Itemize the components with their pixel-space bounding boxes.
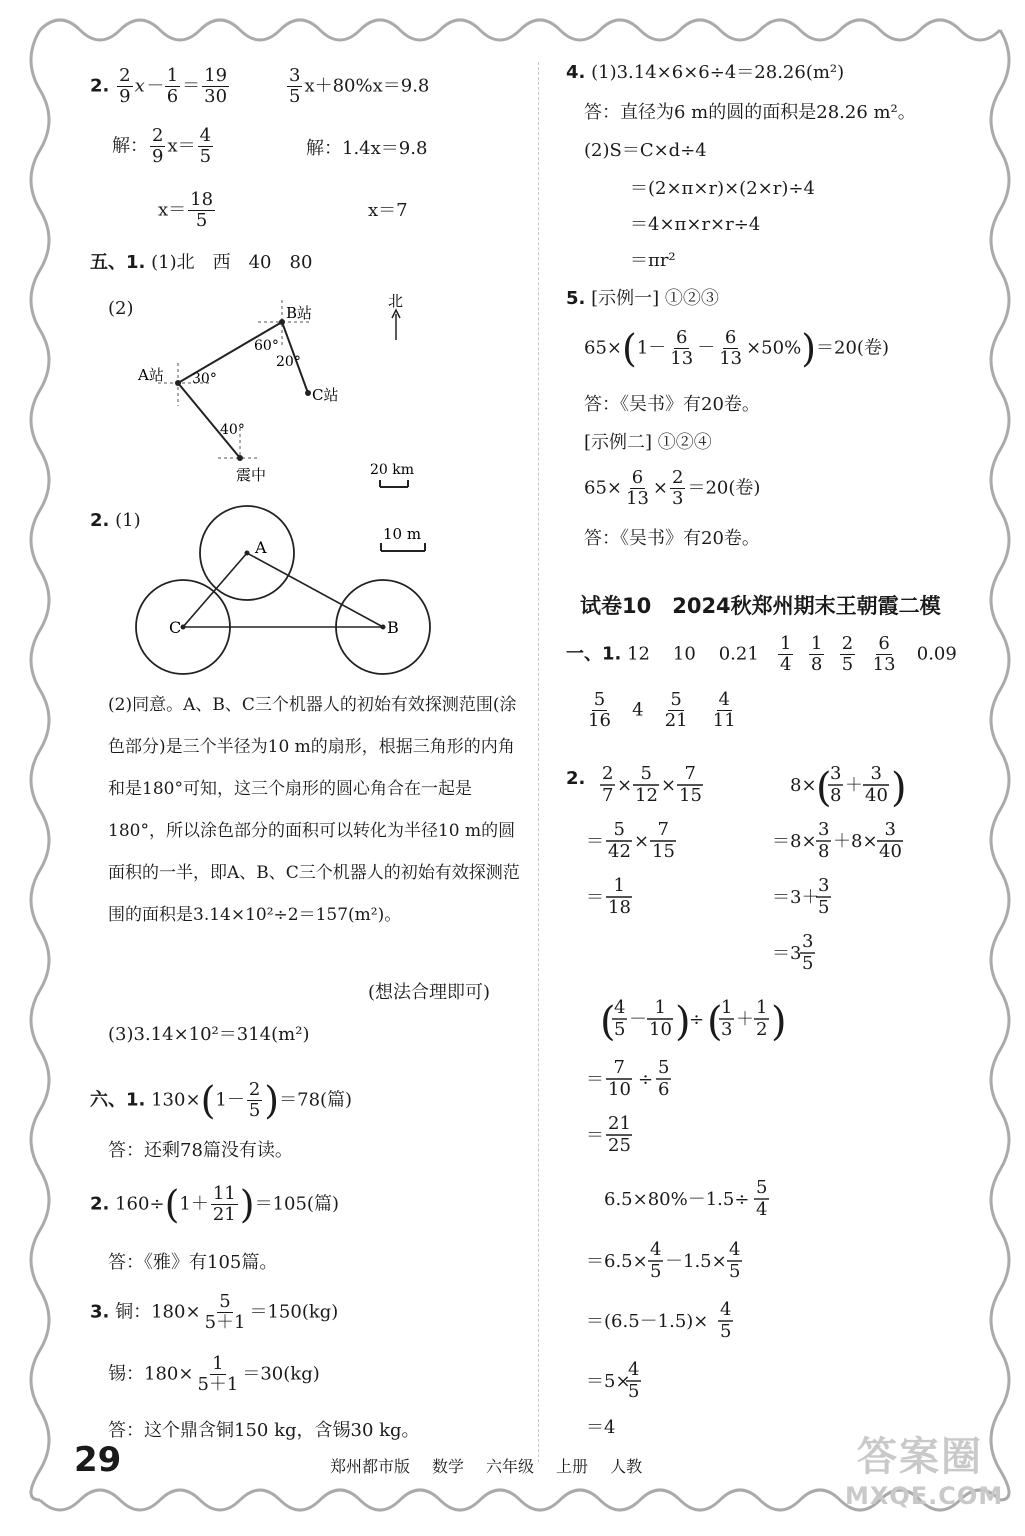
fraction-numerator: 7 [613, 1057, 625, 1078]
robot-circles-diagram [135, 505, 435, 685]
fraction-numerator: 1 [721, 997, 733, 1018]
math-text: ＝ [586, 831, 604, 852]
angle-20: 20° [276, 354, 301, 370]
fraction-denominator: 5 [650, 1261, 662, 1282]
bracket: ( [707, 999, 723, 1045]
math-text: ＝5× [586, 1371, 631, 1392]
section-5-q2: 2. (1) [90, 510, 141, 531]
column-divider [538, 62, 539, 1462]
map-scale: 20 km [370, 462, 415, 478]
math-text: ＋ [845, 775, 863, 796]
math-text: × [661, 775, 677, 796]
q4-part1-answer: 答：直径为6 m的圆的面积是28.26 m²。 [584, 102, 916, 123]
section-5-q1-part2: (2) [108, 298, 134, 319]
fraction-numerator: 21 [608, 1113, 631, 1134]
fraction-denominator: 5 [720, 1321, 732, 1342]
fraction-denominator: 7 [602, 785, 614, 806]
math-text: ＋8× [833, 831, 878, 852]
fraction-numerator: 1 [654, 997, 666, 1018]
fraction-denominator: 5 [818, 897, 830, 918]
fraction-numerator: 4 [650, 1239, 662, 1260]
page-number: 29 [74, 1440, 122, 1480]
math-text: － [629, 1009, 647, 1030]
math-text: ＝6.5× [586, 1251, 648, 1272]
angle-30: 30° [192, 371, 217, 387]
fraction-denominator: 12 [635, 785, 658, 806]
fraction-denominator: 5 [729, 1261, 741, 1282]
q5-example2: [示例二] ①②④ [584, 432, 712, 453]
fraction-numerator: 7 [657, 819, 669, 840]
section-6-q2: 2. 160÷(1＋ $\frac{11}{21}$ )＝105(篇) [90, 1182, 339, 1227]
station-a-label: A站 [138, 366, 164, 384]
station-c-label: C站 [312, 386, 339, 404]
solution-2: 解：1.4x＝9.8 [306, 138, 428, 159]
fraction-denominator: 2 [756, 1019, 768, 1040]
q5-example1: 5. [示例一] ①②③ [566, 288, 719, 309]
q4-part2-line3: ＝4×π×r×r÷4 [630, 214, 761, 235]
fraction-denominator: 6 [658, 1079, 670, 1100]
circle-scale: 10 m [383, 525, 422, 543]
fraction-denominator: 8 [830, 785, 842, 806]
math-text: ＝3＋ [772, 887, 820, 908]
section-6-q1: 六、1. 130×(1－ $\frac{2}{5}$ )＝78(篇) [90, 1078, 353, 1123]
fraction-denominator: 18 [608, 897, 631, 918]
fraction: $\frac{2}{9}$ [119, 65, 131, 107]
math-text: ＝ [586, 887, 604, 908]
route-map-diagram [130, 288, 430, 488]
bracket: ) [771, 999, 787, 1045]
north-label: 北 [388, 292, 404, 310]
bracket: ) [675, 999, 691, 1045]
fraction-numerator: 1 [613, 875, 625, 896]
fraction-numerator: 4 [729, 1239, 741, 1260]
section-1-q2-label: 2. [566, 768, 586, 789]
section-6-q3-answer: 答：这个鼎含铜150 kg，含锡30 kg。 [108, 1420, 420, 1441]
fraction-numerator: 3 [870, 763, 882, 784]
math-text: ＝8× [772, 831, 817, 852]
fraction-numerator: 7 [684, 763, 696, 784]
fraction-numerator: 3 [818, 819, 830, 840]
q5-formula1: 65×(1－ $\frac{6}{13}$ － $\frac{6}{13}$ ×50%)＝20(卷) [584, 326, 889, 371]
q5-answer2: 答：《吴书》有20卷。 [584, 528, 760, 549]
q4-part2-line1: (2)S＝C×d÷4 [584, 140, 707, 161]
fraction-numerator: 2 [602, 763, 614, 784]
math-text: 8× [790, 775, 817, 796]
fraction-numerator: 5 [658, 1057, 670, 1078]
epicenter-label: 震中 [236, 466, 267, 484]
equation-1: 2. $\frac{2}{9}$ x－ $\frac{1}{6}$ ＝ $\frac{19}{30}$ [90, 65, 228, 107]
station-b-label: B站 [286, 304, 313, 322]
fraction-denominator: 15 [652, 841, 675, 862]
fraction-numerator: 5 [640, 763, 652, 784]
section-5-q2-part3: (3)3.14×10²＝314(m²) [108, 1024, 310, 1045]
robot-c-label: C [169, 618, 182, 637]
fraction-numerator: 3 [830, 763, 842, 784]
math-text: × [634, 831, 650, 852]
math-text: ＝ [586, 1125, 604, 1146]
math-text: ＝(6.5－1.5)× [586, 1311, 709, 1332]
fraction-denominator: 10 [649, 1019, 672, 1040]
math-text: ÷ [689, 1009, 705, 1030]
fraction-denominator: 5 [628, 1381, 640, 1402]
q5-formula2: 65× $\frac{6}{13}$ × $\frac{2}{3}$ ＝20(卷) [584, 467, 761, 509]
section-5-q1: 五、1. (1)北 西 40 80 [90, 252, 313, 273]
math-text: ＝ [586, 1069, 604, 1090]
math-text: －1.5× [665, 1251, 727, 1272]
fraction-denominator: 5 [802, 953, 814, 974]
bracket: ) [891, 765, 907, 811]
bracket: ( [600, 999, 616, 1045]
reason-note: (想法合理即可) [368, 982, 491, 1003]
test-paper-title: 试卷10 2024秋郑州期末王朝霞二模 [580, 594, 941, 618]
fraction-numerator: 4 [628, 1359, 640, 1380]
fraction-denominator: 10 [608, 1079, 631, 1100]
math-text: ＝3 [772, 943, 802, 964]
section-6-q3-copper: 3. 铜：180× $\frac{5}{5+1}$ ＝150(kg) [90, 1291, 339, 1333]
angle-60: 60° [254, 338, 279, 354]
calculation-block [580, 745, 980, 1435]
footer-info: 郑州都市版 数学 六年级 上册 人教 [330, 1457, 643, 1476]
fraction-denominator: 40 [865, 785, 888, 806]
math-text: ＝4 [586, 1417, 616, 1435]
fraction-numerator: 4 [614, 997, 626, 1018]
fraction-numerator: 4 [720, 1299, 732, 1320]
fraction-denominator: 15 [679, 785, 702, 806]
section-1-q1-row2: $\frac{5}{16}$ 4 $\frac{5}{21}$ $\frac{4}{11}$ [588, 689, 736, 731]
math-text: 6.5×80%－1.5÷ [604, 1189, 750, 1210]
fraction-denominator: 25 [608, 1135, 631, 1156]
robot-b-label: B [387, 618, 399, 637]
q4-part2-line2: ＝(2×π×r)×(2×r)÷4 [630, 178, 815, 199]
fraction-denominator: 8 [818, 841, 830, 862]
section-1-q1-row1: 一、1. 12 10 0.21 $\frac{1}{4}$ $\frac{1}{8}$ $\frac{2}{5}$ $\frac{6}{13}$ 0.09 [566, 633, 957, 675]
watermark: 答案圈 MXQE.COM [845, 1434, 1004, 1510]
section-6-q1-answer: 答：还剩78篇没有读。 [108, 1140, 293, 1161]
q4-part2-line4: ＝πr² [630, 250, 676, 271]
bracket: ( [816, 765, 832, 811]
robot-a-label: A [255, 538, 267, 557]
section-6-q2-answer: 答：《雅》有105篇。 [108, 1252, 278, 1273]
math-text: ÷ [638, 1069, 654, 1090]
equation-2: $\frac{3}{5}$ x＋80%x＝9.8 [289, 65, 430, 107]
solution-1: 解： $\frac{2}{9}$ x＝ $\frac{4}{5}$ [112, 125, 212, 167]
fraction-numerator: 3 [818, 875, 830, 896]
fraction-numerator: 5 [756, 1177, 768, 1198]
fraction-denominator: 5 [614, 1019, 626, 1040]
q4-part1: 4. (1)3.14×6×6÷4＝28.26(m²) [566, 62, 845, 83]
math-text: ＋ [736, 1009, 754, 1030]
fraction-denominator: 4 [756, 1199, 768, 1220]
q5-answer1: 答：《吴书》有20卷。 [584, 394, 760, 415]
fraction-numerator: 5 [613, 819, 625, 840]
fraction-denominator: 42 [608, 841, 631, 862]
section-6-q3-tin: 锡：180× $\frac{1}{5+1}$ ＝30(kg) [108, 1353, 320, 1395]
explanation-paragraph: (2)同意。A、B、C三个机器人的初始有效探测范围(涂色部分)是三个半径为10 m的扇形，根据三角形的内角和是180°可知，这三个扇形的圆心角合在一起是180°，所以涂色部分的面积可以转化为半径10 m的圆面积的一半，即A、B、C三个机器人的初始有效探测范围的面积是3.14×10²÷2＝157(m²)。 [108, 695, 520, 925]
angle-40: 40° [220, 422, 245, 438]
fraction-denominator: 40 [879, 841, 902, 862]
fraction-denominator: 3 [721, 1019, 733, 1040]
fraction-numerator: 3 [884, 819, 896, 840]
fraction-numerator: 1 [756, 997, 768, 1018]
result-2: x＝7 [368, 200, 408, 221]
fraction-numerator: 3 [802, 931, 814, 952]
math-text: × [617, 775, 633, 796]
result-1: x＝ $\frac{18}{5}$ [158, 189, 214, 231]
